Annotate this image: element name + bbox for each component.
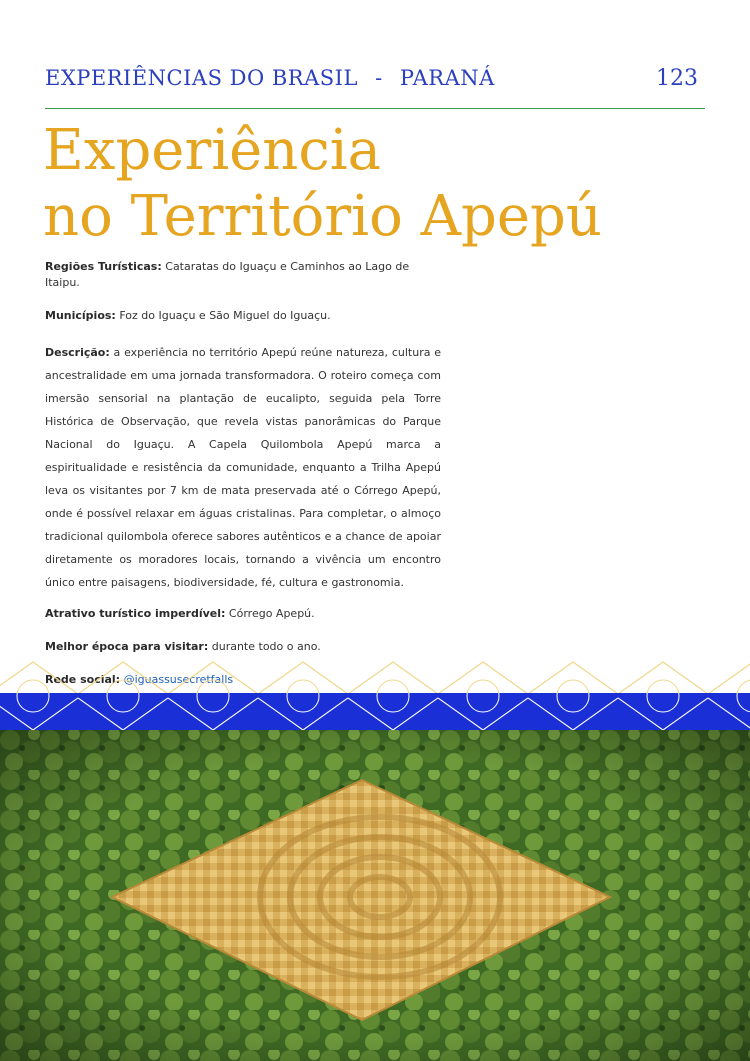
descricao-label: Descrição: — [45, 346, 110, 359]
descricao-value: a experiência no território Apepú reúne natureza, cultura e ancestralidade em uma jornada transformadora. O roteiro começa com imersão sensorial na plantação de eucalipto, seguida pela Torre Histórica de Observação, que revela vistas panorâmicas do Parque Nacional do Iguaçu. A Capela Quilombola Apepú marca a espiritualidade e resistência da comunidade, enquanto a Trilha Apepú leva os visitantes por 7 km de mata preservada até o Córrego Apepú, onde é possível relaxar em águas cristalinas. Para completar, o almoço tradicional quilombola oferece sabores autênticos e a chance de apoiar diretamente os moradores locais, tornando a vivência um encontro único entre paisagens, biodiversidade, fé, cultura e gastronomia. — [45, 346, 441, 589]
header-separator: - — [375, 66, 383, 90]
title-line-1: Experiência — [43, 118, 381, 183]
epoca-value: durante todo o ano. — [211, 640, 321, 653]
field-epoca — [45, 639, 441, 655]
page-number: 123 — [656, 66, 698, 91]
section-name: EXPERIÊNCIAS DO BRASIL — [45, 66, 358, 90]
field-atrativo — [45, 606, 441, 622]
header-divider — [45, 108, 705, 109]
field-regioes — [45, 259, 441, 291]
municipios-value: Foz do Iguaçu e São Miguel do Iguaçu. — [119, 309, 331, 322]
title-line-2: no Território Apepú — [43, 184, 602, 249]
epoca-label: Melhor época para visitar: — [45, 640, 209, 653]
aerial-forest-photo — [0, 730, 750, 1061]
page-title — [43, 118, 602, 250]
decorative-pattern-band — [0, 660, 750, 730]
field-descricao — [45, 341, 441, 594]
regioes-value: Cataratas do Iguaçu e Caminhos ao Lago de Itaipu. — [45, 260, 410, 289]
state-name: PARANÁ — [399, 66, 495, 90]
atrativo-value: Córrego Apepú. — [228, 607, 315, 620]
section-header — [45, 66, 495, 90]
regioes-label: Regiões Turísticas: — [45, 260, 162, 273]
atrativo-label: Atrativo turístico imperdível: — [45, 607, 226, 620]
content-body — [45, 259, 441, 705]
municipios-label: Municípios: — [45, 309, 116, 322]
field-municipios — [45, 308, 441, 324]
